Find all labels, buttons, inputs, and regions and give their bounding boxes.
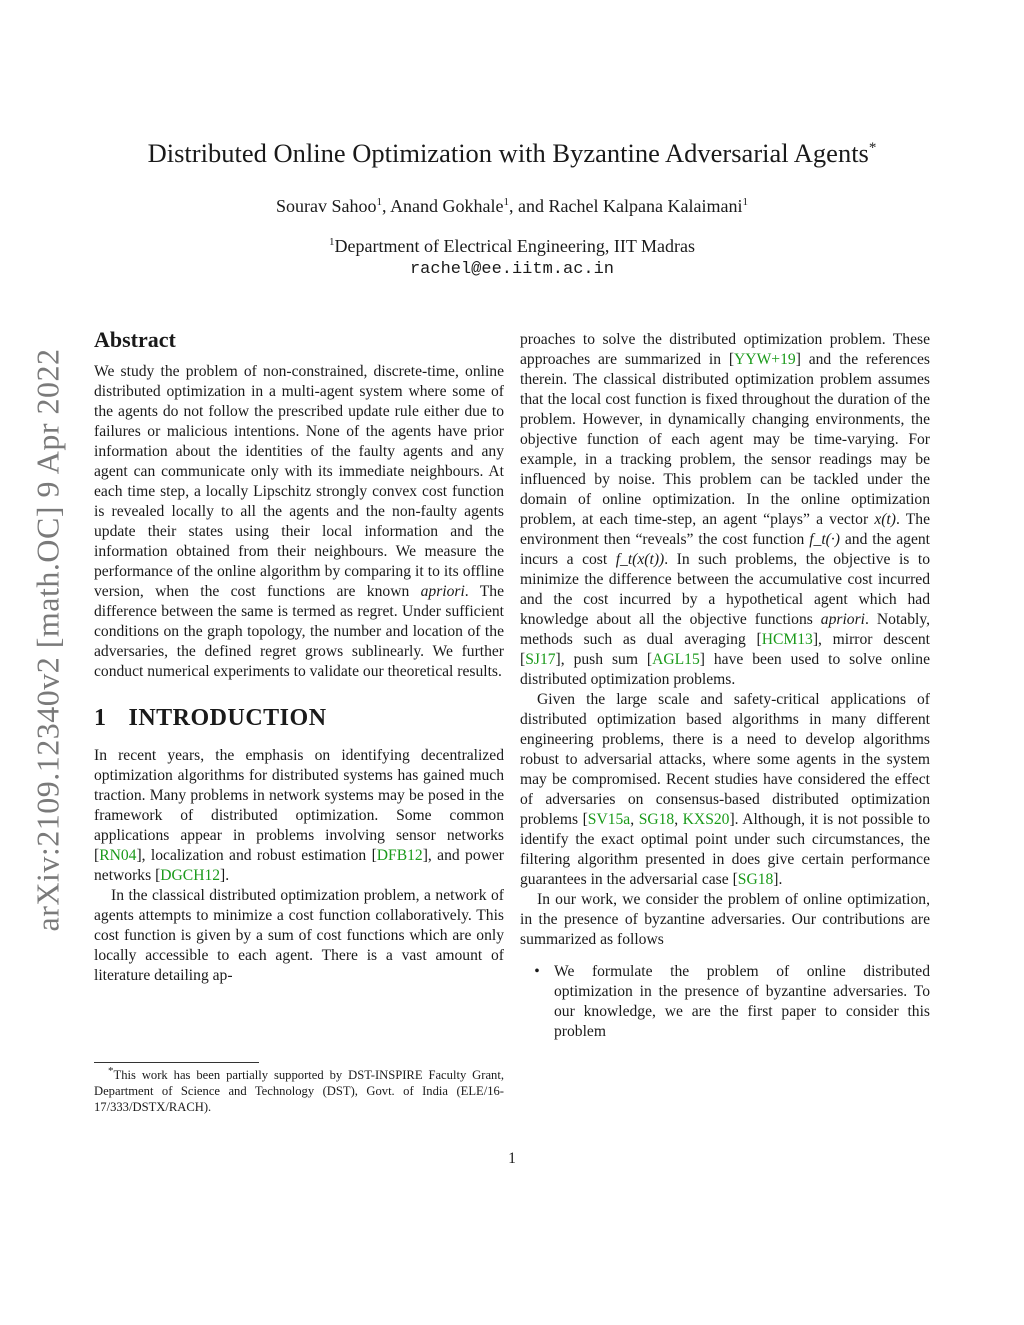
intro-text: ], push sum [ xyxy=(555,651,653,668)
intro-text: In recent years, the emphasis on identifying decentralized optimization algorithms for distributed systems has gained much traction. Many problems in network systems may be posed in the framework of distributed optimization. Some common applications appear in problems involving sensor networks [ xyxy=(94,747,504,864)
intro-text: . Notably, methods such as dual averaging [ xyxy=(520,611,931,648)
intro-paragraph-1 xyxy=(94,746,504,886)
apriori-text: apriori xyxy=(820,611,865,628)
intro-text: ], localization and robust estimation [ xyxy=(136,847,377,864)
paper-title xyxy=(0,138,1024,169)
section-title: INTRODUCTION xyxy=(128,705,327,731)
citation-link[interactable]: SV15a xyxy=(587,811,631,828)
intro-text: . In such problems, the objective is to minimize the difference between the accumulative cost incurred and the cost incurred by a hypothetical agent which had knowledge about all the objective functions xyxy=(520,551,930,628)
intro-text: Given the large scale and safety-critical applications of distributed optimization based algorithms in many different engineering problems, there is a need to develop algorithms robust to adversarial attacks, where some agents in the system may be compromised. Recent studies have considered the effect of adversaries on consensus-based distributed optimization problems [ xyxy=(520,691,930,828)
left-column xyxy=(94,327,504,986)
footnote xyxy=(94,1062,504,1115)
author-name: Anand Gokhale xyxy=(390,196,504,216)
footnote-text xyxy=(94,1064,504,1115)
abstract-apriori: apriori xyxy=(420,583,465,600)
arxiv-stamp: arXiv:2109.12340v2 [math.OC] 9 Apr 2022 xyxy=(29,348,66,932)
math-f-t-x-t: f_t(x(t)) xyxy=(615,551,665,568)
citation-link[interactable]: HCM13 xyxy=(761,631,813,648)
affiliation-mark: 1 xyxy=(328,236,335,248)
page-number: 1 xyxy=(508,1150,516,1167)
citation-link[interactable]: KXS20 xyxy=(682,811,730,828)
affiliation-text: Department of Electrical Engineering, IIT Madras xyxy=(334,236,696,256)
intro-text: ]. xyxy=(773,871,783,888)
intro-text: ], and power networks [ xyxy=(94,847,504,884)
citation-link[interactable]: RN04 xyxy=(99,847,137,864)
abstract-body xyxy=(94,362,504,682)
abstract-text: We study the problem of non-constrained, discrete-time, online distributed optimization in a multi-agent system where some of the agents do not follow the prescribed update rule either due to failures or malicious intentions. None of the agents have prior information about the identities of the faulty agents and any agent can communicate only with its immediate neighbours. At each time step, a locally Lipschitz strongly convex cost function is revealed locally to all the agents and the non-faulty agents update their states using their local information and the information obtained from their neighbours. We measure the performance of the online algorithm by comparing it to its offline version, when the cost functions are known xyxy=(94,363,504,600)
author-affiliation-mark: 1 xyxy=(376,196,383,208)
author-name: Rachel Kalpana Kalaimani xyxy=(548,196,743,216)
affiliation xyxy=(0,236,1024,257)
intro-paragraph-3: Given the large scale and safety-critical applications of distributed optimization based algorithms in many different engineering problems, there is a need to develop algorithms robust to adversarial attacks, where some agents in the system may be compromised. Recent studies have considered the effect of adversaries on consensus-based distributed optimization problems [SV15a, SG18, KXS20]. Although, it is not possible to identify the exact optimal point under such circumstances, the filtering algorithm presented in does give certain performance guarantees in the adversarial case [SG18]. xyxy=(520,691,931,888)
intro-paragraph-2-cont: proaches to solve the distributed optimization problem. These approaches are summarized in [YYW+19] and the references therein. The classical distributed optimization problem assumes that the local cost function is fixed throughout the duration of the problem. However, in dynamically changing environments, the objective function of each agent may be time-varying. For example, in a tracking problem, the sensor readings may be influenced by noise. This problem can be tackled under the domain of online optimization. In the online optimization problem, at each time-step, an agent “plays” a vector x(t). The environment then “reveals” the cost function f_t(·) and the agent incurs a cost f_t(x(t)). In such problems, the objective is to minimize the difference between the accumulative cost incurred and the cost incurred by a hypothetical agent which had knowledge about all the objective functions apriori. Notably, methods such as dual averaging [HCM13], mirror descent [SJ17], push sum [AGL15] have been used to solve online distributed optimization problems. xyxy=(520,331,931,688)
title-footnote-mark: * xyxy=(868,140,877,157)
citation-link[interactable]: YYW+19 xyxy=(734,351,796,368)
section-number: 1 xyxy=(94,705,107,731)
intro-paragraph-4: In our work, we consider the problem of online optimization, in the presence of byzantine adversaries. Our contributions are summarized as follows xyxy=(520,891,930,948)
author-affiliation-mark: 1 xyxy=(742,196,748,208)
intro-text: ]. Although, it is not possible to identify the exact optimal point under such circumstances, the filtering algorithm presented in does give certain performance guarantees in the adversarial case [ xyxy=(520,811,931,888)
citation-link[interactable]: DFB12 xyxy=(376,847,423,864)
footnote-mark: * xyxy=(108,1064,114,1077)
intro-text: ] have been used to solve online distributed optimization problems. xyxy=(520,651,931,688)
author-list: Sourav Sahoo$^1$, Anand Gokhale$^1$, and Rachel Kalpana Kalaimani$^1$ xyxy=(276,196,748,216)
citation-link[interactable]: DGCH12 xyxy=(160,867,221,884)
citation-link[interactable]: SG18 xyxy=(737,871,774,888)
footnote-body: This work has been partially supported by DST-INSPIRE Faculty Grant, Department of Science and Technology (DST), Govt. of India (ELE/16-17/333/DSTX/RACH). xyxy=(94,1068,504,1114)
author-name: Sourav Sahoo xyxy=(276,196,377,216)
abstract-text-end: . The difference between the same is termed as regret. Under sufficient conditions on the graph topology, the number and location of the adversaries, the defined regret grows sublinearly. We further conduct numerical experiments to validate our theoretical results. xyxy=(94,583,504,680)
footnote-rule xyxy=(94,1062,259,1063)
math-x-t: x(t) xyxy=(874,511,896,528)
contribution-list-item xyxy=(520,962,930,1042)
right-column xyxy=(520,330,930,1042)
section-heading-introduction xyxy=(94,705,504,731)
author-affiliation-mark: 1 xyxy=(503,196,510,208)
abstract-heading: Abstract xyxy=(94,327,176,352)
citation-link[interactable]: AGL15 xyxy=(652,651,700,668)
math-f-t: f_t(·) xyxy=(809,531,840,548)
contact-email[interactable]: rachel@ee.iitm.ac.in xyxy=(409,260,615,279)
citation-link[interactable]: SG18 xyxy=(638,811,675,828)
contribution-text: We formulate the problem of online distributed optimization in the presence of byzantine adversaries. To our knowledge, we are the first paper to consider this problem xyxy=(554,963,930,1040)
intro-text: . The environment then “reveals” the cost function xyxy=(520,511,930,548)
intro-text: and the agent incurs a cost xyxy=(520,531,931,568)
intro-paragraph-2-start: In the classical distributed optimization problem, a network of agents attempts to minimize a cost function collaboratively. This cost function is given by a sum of cost functions which are only locally accessible to each agent. There is a vast amount of literature detailing ap- xyxy=(94,887,504,984)
intro-text: ], mirror descent [ xyxy=(520,631,930,668)
bullet-icon: • xyxy=(534,963,540,980)
intro-text: ] and the references therein. The classical distributed optimization problem assumes that the local cost function is fixed throughout the duration of the problem. However, in dynamically changing environments, the objective function of each agent may be time-varying. For example, in a tracking problem, the sensor readings may be influenced by noise. This problem can be tackled under the domain of online optimization. In the online optimization problem, at each time-step, an agent “plays” a vector xyxy=(520,351,930,528)
citation-link[interactable]: SJ17 xyxy=(525,651,556,668)
title-text: Distributed Online Optimization with Byzantine Adversarial Agents xyxy=(147,138,869,168)
intro-text: ]. xyxy=(220,867,230,884)
